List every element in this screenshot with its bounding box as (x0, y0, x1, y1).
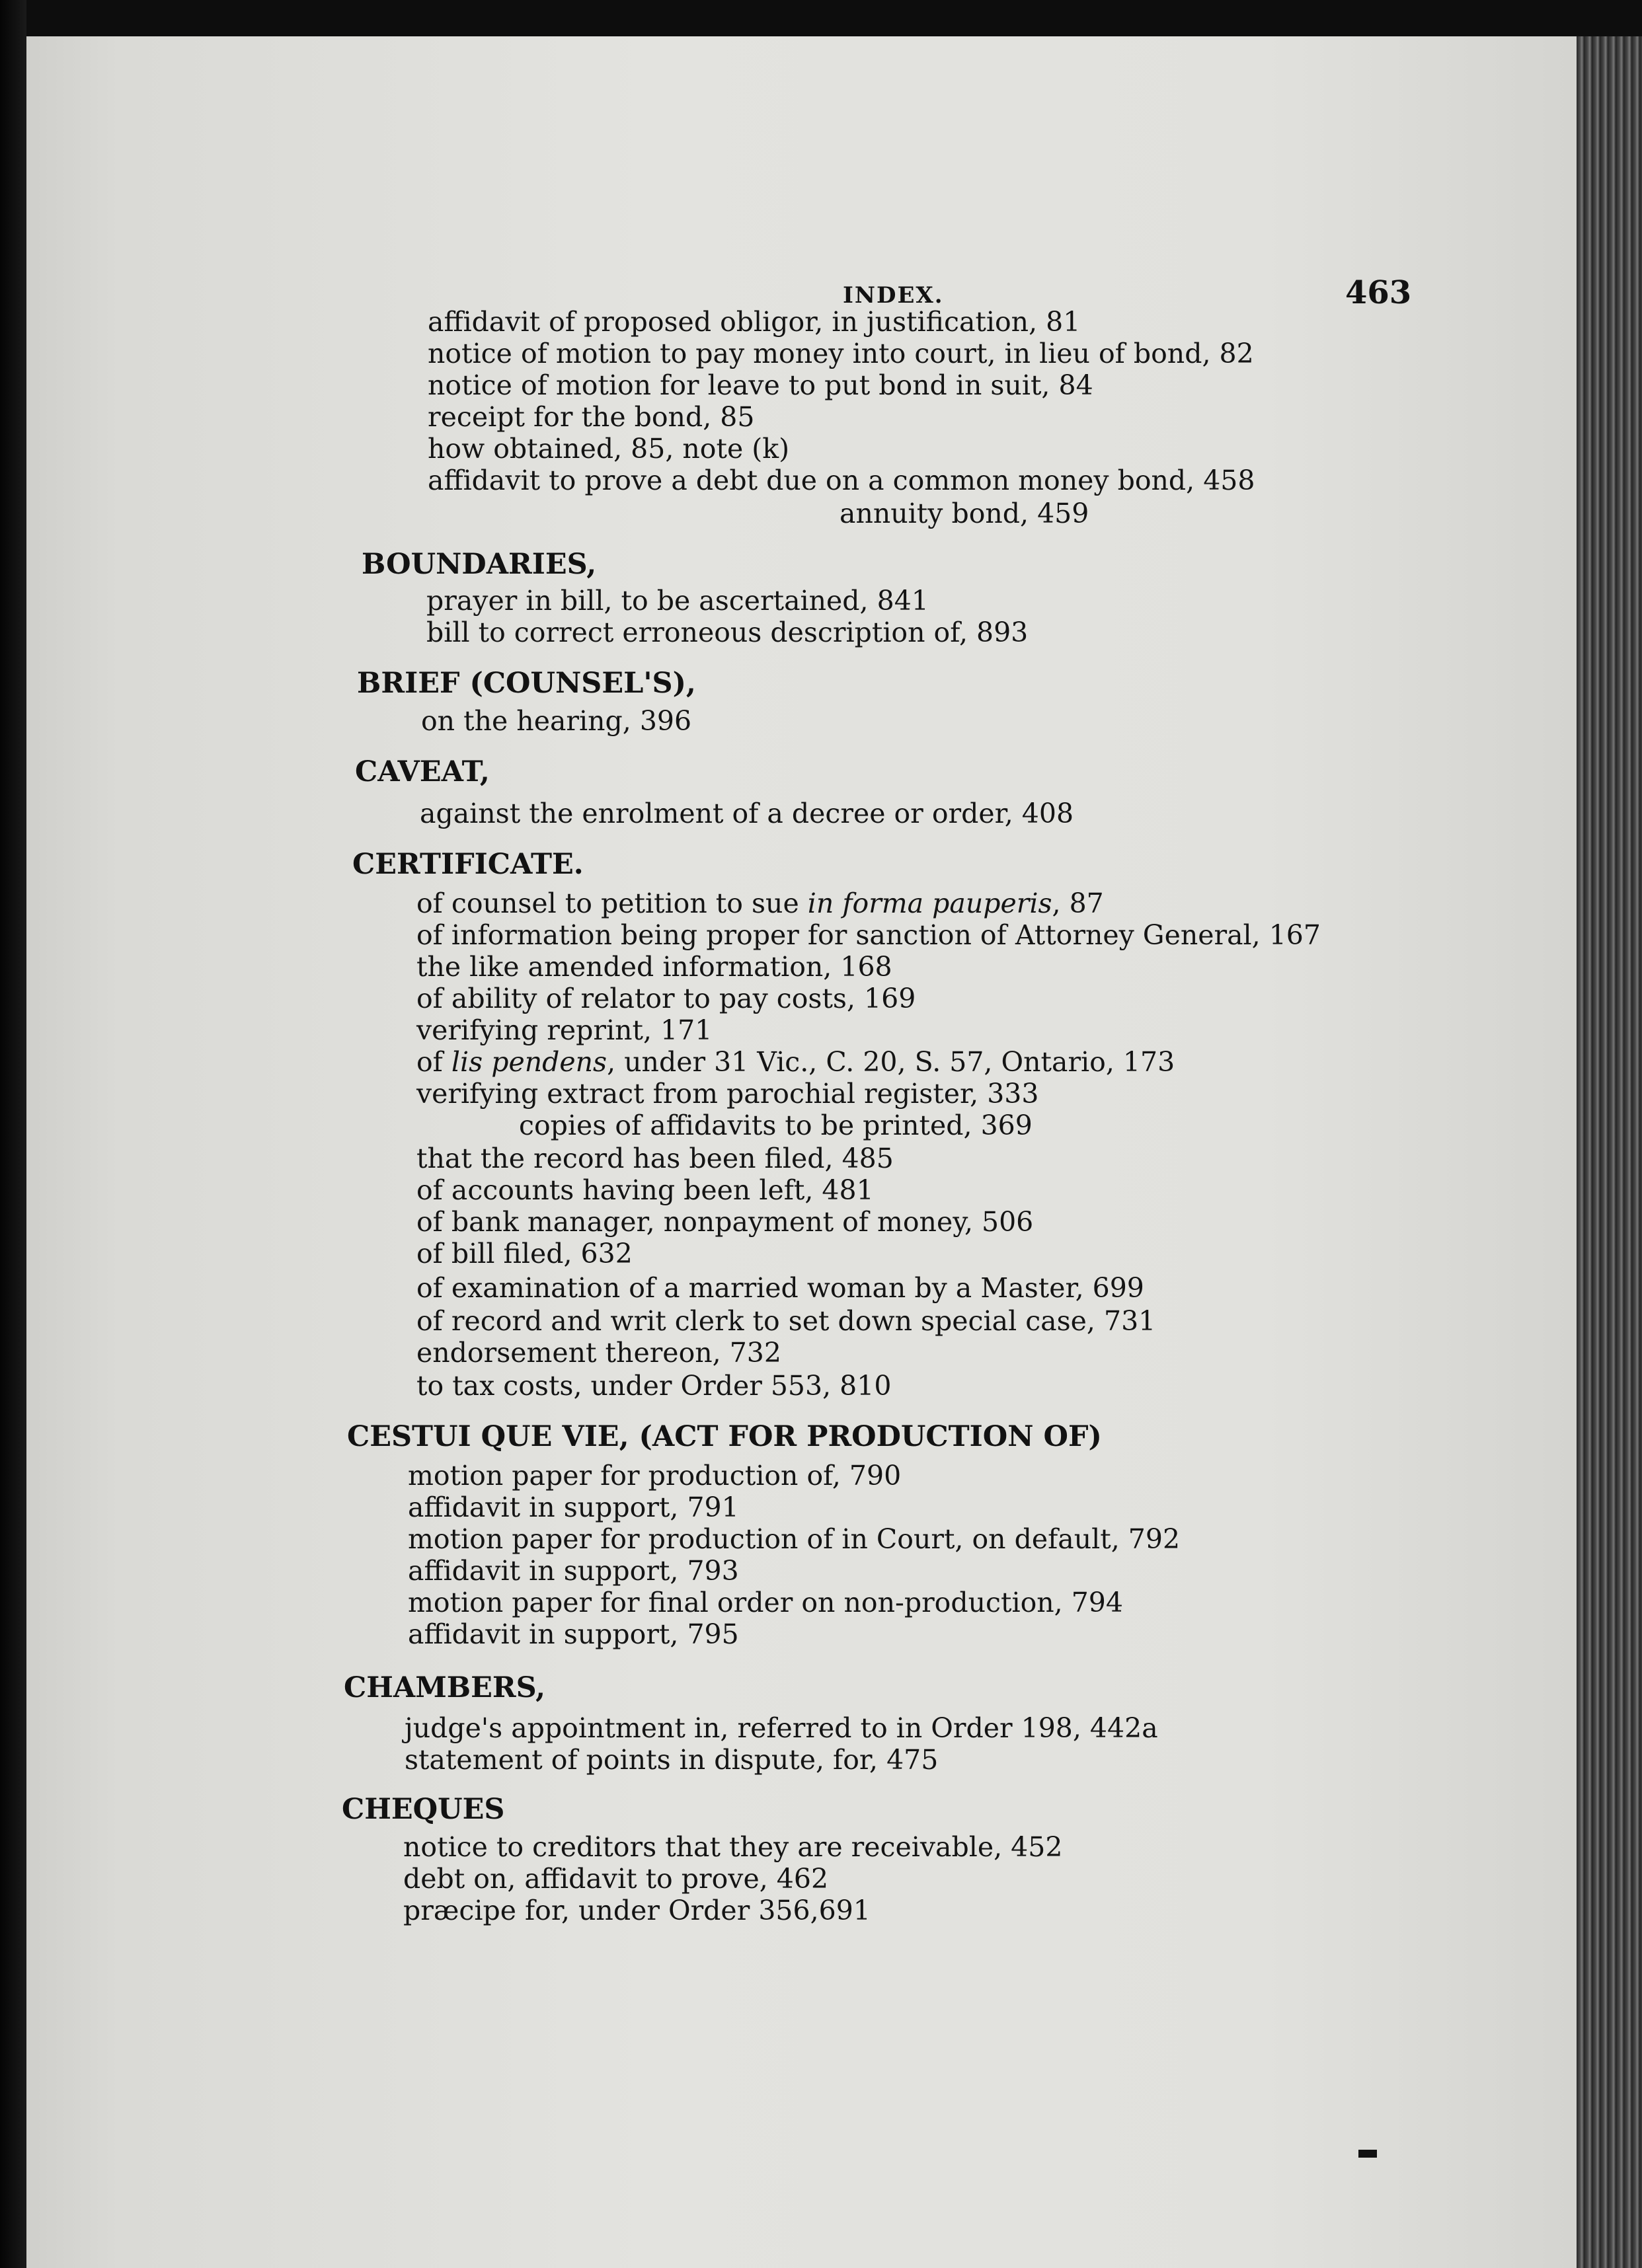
index-entry: notice of motion for leave to put bond in suit, 84 (428, 369, 1093, 401)
index-entry: of counsel to petition to sue in forma pauperis, 87 (416, 888, 1104, 919)
index-entry: the like amended information, 168 (416, 951, 892, 983)
index-entry: verifying extract from parochial register, 333 (416, 1078, 1039, 1110)
index-entry: statement of points in dispute, for, 475 (405, 1744, 939, 1776)
index-entry: prayer in bill, to be ascertained, 841 (426, 585, 929, 617)
index-entry: of information being proper for sanction of Attorney General, 167 (416, 919, 1321, 951)
index-heading: BRIEF (COUNSEL'S), (357, 667, 696, 700)
index-heading: CHEQUES (342, 1793, 505, 1826)
index-entry: of accounts having been left, 481 (416, 1174, 874, 1206)
index-entry: affidavit in support, 795 (408, 1618, 739, 1650)
index-heading: CHAMBERS, (344, 1671, 546, 1704)
index-heading: CAVEAT, (355, 755, 490, 788)
index-entry: that the record has been filed, 485 (416, 1143, 894, 1174)
index-entry: judge's appointment in, referred to in Order 198, 442a (405, 1712, 1158, 1744)
index-entry: endorsement thereon, 732 (416, 1337, 781, 1369)
index-entry: of examination of a married woman by a Master, 699 (416, 1272, 1144, 1304)
index-entry: of ability of relator to pay costs, 169 (416, 983, 916, 1014)
index-entry: præcipe for, under Order 356,691 (403, 1895, 871, 1926)
index-entry: of record and writ clerk to set down special case, 731 (416, 1305, 1156, 1337)
index-entry: against the enrolment of a decree or order, 408 (420, 798, 1074, 829)
index-heading: CERTIFICATE. (352, 848, 584, 881)
index-subentry: copies of affidavits to be printed, 369 (519, 1110, 1033, 1141)
index-subentry: annuity bond, 459 (840, 498, 1089, 529)
index-entry: on the hearing, 396 (421, 705, 692, 737)
index-entry: debt on, affidavit to prove, 462 (403, 1863, 829, 1895)
index-entry: notice of motion to pay money into court, in lieu of bond, 82 (428, 338, 1254, 369)
index-heading: BOUNDARIES, (362, 548, 597, 581)
paper-sheet (26, 36, 1577, 2268)
index-entry: notice to creditors that they are receivable, 452 (403, 1831, 1063, 1863)
index-entry: verifying reprint, 171 (416, 1014, 713, 1046)
facing-page-edge (0, 0, 26, 2268)
page-number: 463 (1345, 274, 1412, 311)
index-entry: motion paper for final order on non-production, 794 (408, 1587, 1123, 1618)
index-entry: motion paper for production of in Court, on default, 792 (408, 1523, 1181, 1555)
index-entry: to tax costs, under Order 553, 810 (416, 1370, 892, 1402)
header-title: INDEX. (843, 282, 944, 309)
index-entry: bill to correct erroneous description of, 893 (426, 617, 1029, 648)
index-entry: affidavit in support, 793 (408, 1555, 739, 1587)
index-entry: of lis pendens, under 31 Vic., C. 20, S. 57, Ontario, 173 (416, 1046, 1175, 1078)
index-entry: of bill filed, 632 (416, 1238, 633, 1269)
index-entry: how obtained, 85, note (k) (428, 433, 790, 465)
index-entry: affidavit to prove a debt due on a common money bond, 458 (428, 465, 1255, 496)
index-heading: CESTUI QUE VIE, (ACT FOR PRODUCTION OF) (347, 1420, 1102, 1453)
index-entry: of bank manager, nonpayment of money, 506 (416, 1206, 1034, 1238)
index-entry: receipt for the bond, 85 (428, 401, 755, 433)
print-mark (1358, 2150, 1377, 2158)
index-entry: affidavit in support, 791 (408, 1492, 739, 1523)
index-entry: affidavit of proposed obligor, in justification, 81 (428, 306, 1081, 338)
index-entry: motion paper for production of, 790 (408, 1460, 902, 1492)
page-stack-edge (1577, 36, 1642, 2268)
